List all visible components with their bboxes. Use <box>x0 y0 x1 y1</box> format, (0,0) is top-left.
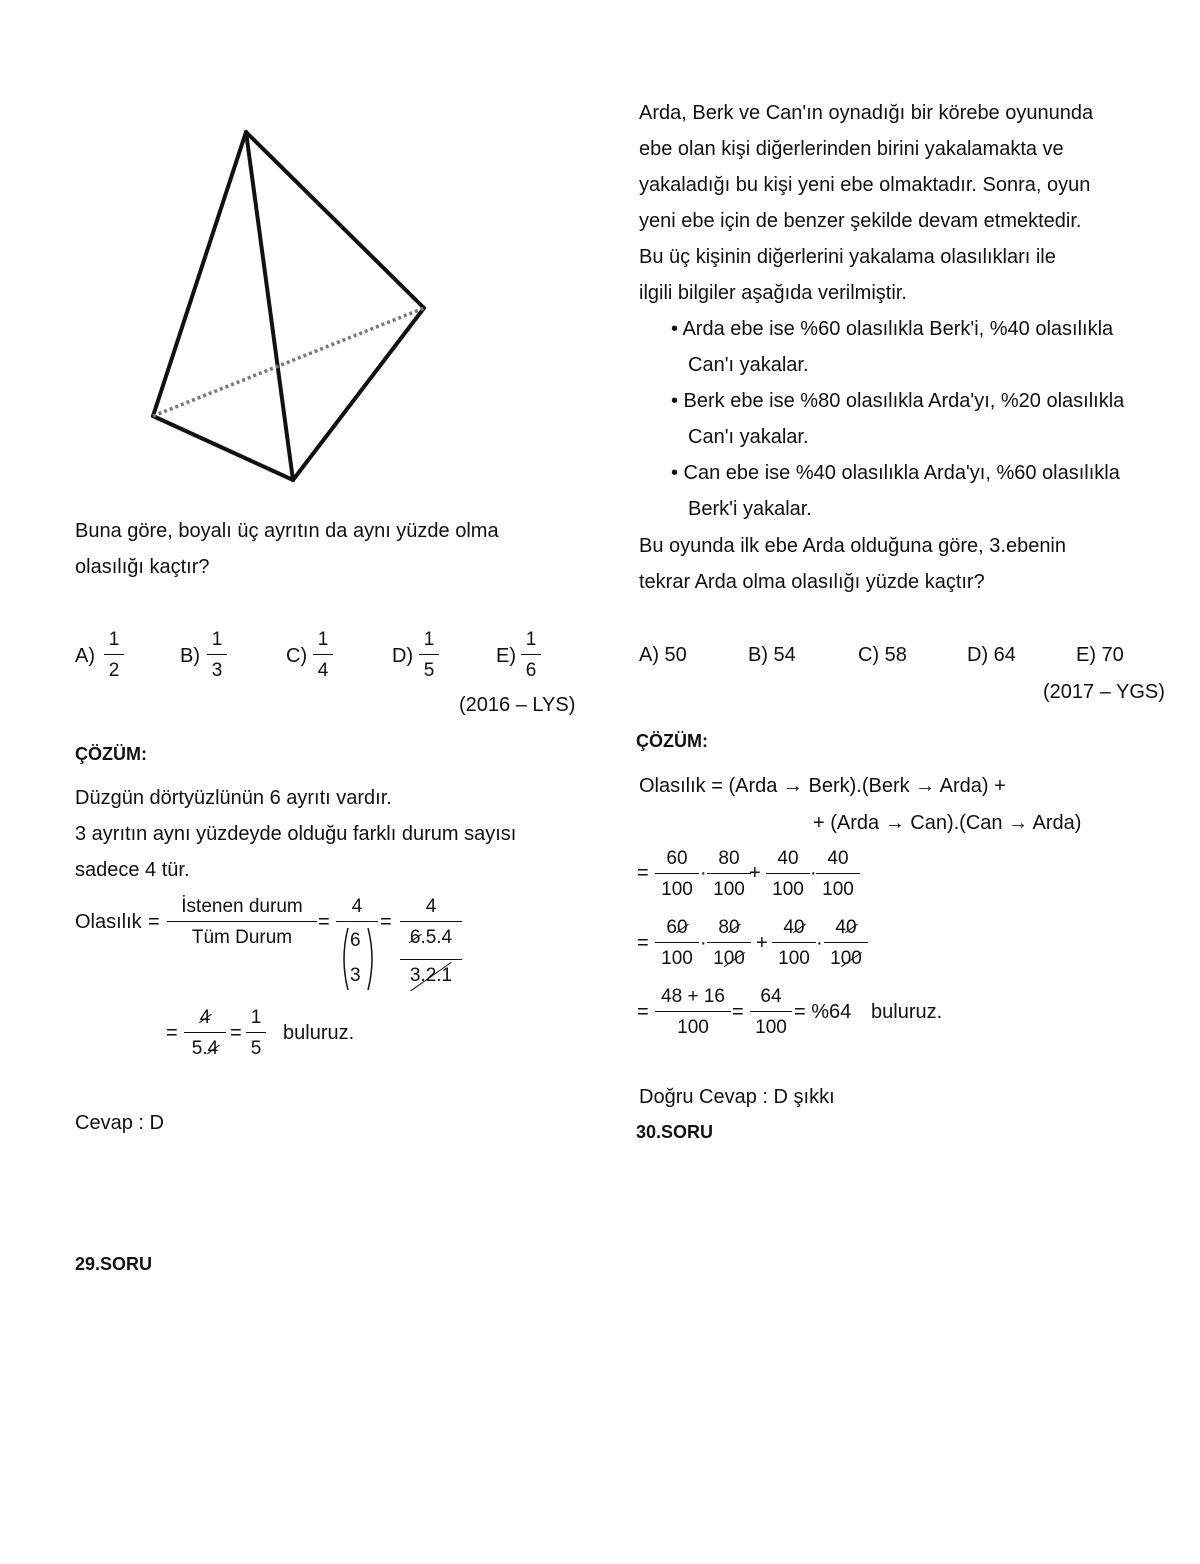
den-rest: .5.4 <box>420 927 453 948</box>
question-line: ilgili bilgiler aşağıda verilmiştir. <box>639 282 907 304</box>
den-part: 5. <box>191 1038 208 1059</box>
bullet-item: • Arda ebe ise %60 olasılıkla Berk'i, %40 olasılıkla <box>671 318 1114 340</box>
fraction-bar <box>336 921 378 922</box>
option-e: E) 70 <box>1076 644 1124 666</box>
option-fraction <box>104 630 124 680</box>
fraction-desired-over-total <box>167 897 317 947</box>
fraction-num <box>655 918 699 942</box>
fraction <box>707 849 751 899</box>
dot-operator: · <box>700 932 707 954</box>
fraction-num: 60 <box>666 848 688 869</box>
fraction-den <box>707 943 751 968</box>
edge-apex-left <box>153 132 246 416</box>
fraction-num: 1 <box>317 629 329 650</box>
fraction <box>772 918 816 968</box>
fraction-den: 5 <box>250 1038 262 1059</box>
bullet-item-cont: Can'ı yakalar. <box>688 354 809 376</box>
question-line: Bu oyunda ilk ebe Arda olduğuna göre, 3.ebenin <box>639 535 1067 557</box>
digit: 8 <box>718 917 729 938</box>
equals-sign: = <box>637 1001 649 1023</box>
answer-label: Doğru Cevap : D şıkkı <box>639 1086 835 1108</box>
solution-title: ÇÖZÜM: <box>75 744 147 764</box>
digit: 1 <box>713 948 724 969</box>
option-fraction <box>207 630 227 680</box>
question-line: yeni ebe için de benzer şekilde devam etmektedir. <box>639 210 1082 232</box>
fraction-den: 3 <box>211 660 223 681</box>
fraction <box>655 987 731 1037</box>
formula-label: Olasılık <box>75 911 142 933</box>
cancelled-zero: 0 <box>794 917 805 938</box>
fraction <box>824 918 868 968</box>
source-label: (2017 – YGS) <box>1043 681 1165 703</box>
answer-label: Cevap : D <box>75 1112 164 1134</box>
fraction-den <box>400 922 462 947</box>
equals-sign: = <box>166 1022 178 1044</box>
fraction-num: 40 <box>777 848 799 869</box>
edge-apex-right <box>246 132 424 308</box>
option-letter: B) <box>180 645 200 667</box>
fraction-num: 1 <box>423 629 435 650</box>
bullet-item: • Berk ebe ise %80 olasılıkla Arda'yı, %20 olasılıkla <box>671 390 1125 412</box>
fraction-simplify <box>184 1008 226 1058</box>
equals-sign: = <box>637 932 649 954</box>
solution-line: sadece 4 tür. <box>75 859 190 881</box>
fraction-den: 100 <box>772 879 804 900</box>
fraction-den: 100 <box>755 1017 787 1038</box>
solution-line: 3 ayrıtın aynı yüzdeyde olduğu farklı durum sayısı <box>75 823 517 845</box>
fraction-num <box>824 918 868 942</box>
fraction-num: 4 <box>351 896 363 917</box>
solution-title: ÇÖZÜM: <box>636 731 708 751</box>
cancelled-zeros: 00 <box>840 948 862 969</box>
next-question-label: 29.SORU <box>75 1254 153 1274</box>
option-c: C) 58 <box>858 644 907 666</box>
fraction-den: 100 <box>661 879 693 900</box>
formula-tail: buluruz. <box>283 1022 355 1044</box>
question-line: Arda, Berk ve Can'ın oynadığı bir körebe oyununda <box>639 102 1094 124</box>
edge-apex-front <box>246 132 293 480</box>
next-question-label: 30.SORU <box>636 1122 714 1142</box>
fraction-expanded <box>400 897 462 947</box>
fraction-den <box>824 943 868 968</box>
digit: 4 <box>835 917 846 938</box>
option-fraction <box>313 630 333 680</box>
fraction-den: Tüm Durum <box>191 927 293 948</box>
fraction-den2 <box>400 965 462 987</box>
equals-sign: = <box>148 911 160 933</box>
cancelled-digit: 6 <box>409 927 421 948</box>
cancelled-zero: 0 <box>677 917 688 938</box>
fraction-num: 1 <box>211 629 223 650</box>
edge-left-front <box>153 416 293 480</box>
fraction <box>750 987 792 1037</box>
fraction-den: 100 <box>677 1017 709 1038</box>
digit: 1 <box>830 948 841 969</box>
result-value: = %64 <box>794 1001 852 1023</box>
dot-operator: · <box>810 862 817 884</box>
edge-front-right <box>293 308 424 480</box>
solution-line: + (Arda → Can).(Can → Arda) <box>813 812 1082 834</box>
fraction-num: 1 <box>250 1007 262 1028</box>
plus-sign: + <box>749 862 761 884</box>
cancelled-factorial: 3.2.1 <box>409 965 453 986</box>
tetrahedron-figure <box>140 120 440 490</box>
fraction <box>655 918 699 968</box>
cancelled-zeros: 00 <box>723 948 745 969</box>
fraction <box>707 918 751 968</box>
option-a: A) 50 <box>639 644 687 666</box>
equals-sign: = <box>380 911 392 933</box>
bullet-item-cont: Berk'i yakalar. <box>688 498 812 520</box>
option-letter: E) <box>496 645 516 667</box>
fraction <box>766 849 810 899</box>
equals-sign: = <box>637 862 649 884</box>
option-b: B) 54 <box>748 644 796 666</box>
question-line: Buna göre, boyalı üç ayrıtın da aynı yüzde olma <box>75 520 499 542</box>
option-letter: A) <box>75 645 95 667</box>
fraction-den: 5 <box>423 660 435 681</box>
question-line: Bu üç kişinin diğerlerini yakalama olasılıkları ile <box>639 246 1056 268</box>
fraction-den: 6 <box>525 660 537 681</box>
fraction-num <box>772 918 816 942</box>
option-letter: D) <box>392 645 414 667</box>
digit: 4 <box>783 917 794 938</box>
question-line: yakaladığı bu kişi yeni ebe olmaktadır. Sonra, oyun <box>639 174 1091 196</box>
plus-sign: + <box>756 932 768 954</box>
option-fraction <box>521 630 541 680</box>
fraction-den: 2 <box>108 660 120 681</box>
digit: 6 <box>666 917 677 938</box>
option-fraction <box>419 630 439 680</box>
fraction-den: 100 <box>661 948 693 969</box>
dot-operator: · <box>700 862 707 884</box>
question-line: tekrar Arda olma olasılığı yüzde kaçtır? <box>639 571 985 593</box>
fraction-den: 100 <box>778 948 810 969</box>
solution-line: Düzgün dörtyüzlünün 6 ayrıtı vardır. <box>75 787 392 809</box>
bullet-item-cont: Can'ı yakalar. <box>688 426 809 448</box>
fraction-num: 48 + 16 <box>661 986 725 1007</box>
cancelled-zero: 0 <box>729 917 740 938</box>
dot-operator: · <box>816 932 823 954</box>
fraction <box>655 849 699 899</box>
fraction-num: İstenen durum <box>181 896 303 917</box>
fraction-bar <box>400 959 462 960</box>
solution-line: Olasılık = (Arda → Berk).(Berk → Arda) + <box>639 775 1006 797</box>
binomial-top: 6 <box>350 930 361 951</box>
fraction-num: 1 <box>108 629 120 650</box>
cancelled-zero: 0 <box>846 917 857 938</box>
equals-sign: = <box>732 1001 744 1023</box>
cancelled-digit: 4 <box>207 1038 219 1059</box>
equals-sign: = <box>318 911 330 933</box>
fraction-num: 1 <box>525 629 537 650</box>
option-letter: C) <box>286 645 308 667</box>
binomial-bottom: 3 <box>350 965 361 986</box>
equals-sign: = <box>230 1022 242 1044</box>
fraction <box>816 849 860 899</box>
cancelled-digit: 4 <box>199 1007 211 1028</box>
formula-tail: buluruz. <box>871 1001 943 1023</box>
fraction-num <box>184 1008 226 1032</box>
fraction-num: 4 <box>425 896 437 917</box>
fraction-den: 100 <box>822 879 854 900</box>
fraction-num: 80 <box>718 848 740 869</box>
fraction-num: 40 <box>827 848 849 869</box>
fraction-den: 4 <box>317 660 329 681</box>
fraction-result <box>246 1008 266 1058</box>
fraction-den <box>184 1033 226 1058</box>
fraction-combination <box>336 897 378 922</box>
question-line: ebe olan kişi diğerlerinden birini yakalamakta ve <box>639 138 1064 160</box>
fraction-num: 64 <box>760 986 782 1007</box>
fraction-num <box>707 918 751 942</box>
source-label: (2016 – LYS) <box>459 694 576 716</box>
bullet-item: • Can ebe ise %40 olasılıkla Arda'yı, %60 olasılıkla <box>671 462 1120 484</box>
question-line: olasılığı kaçtır? <box>75 556 210 578</box>
fraction-den: 100 <box>713 879 745 900</box>
option-d: D) 64 <box>967 644 1016 666</box>
